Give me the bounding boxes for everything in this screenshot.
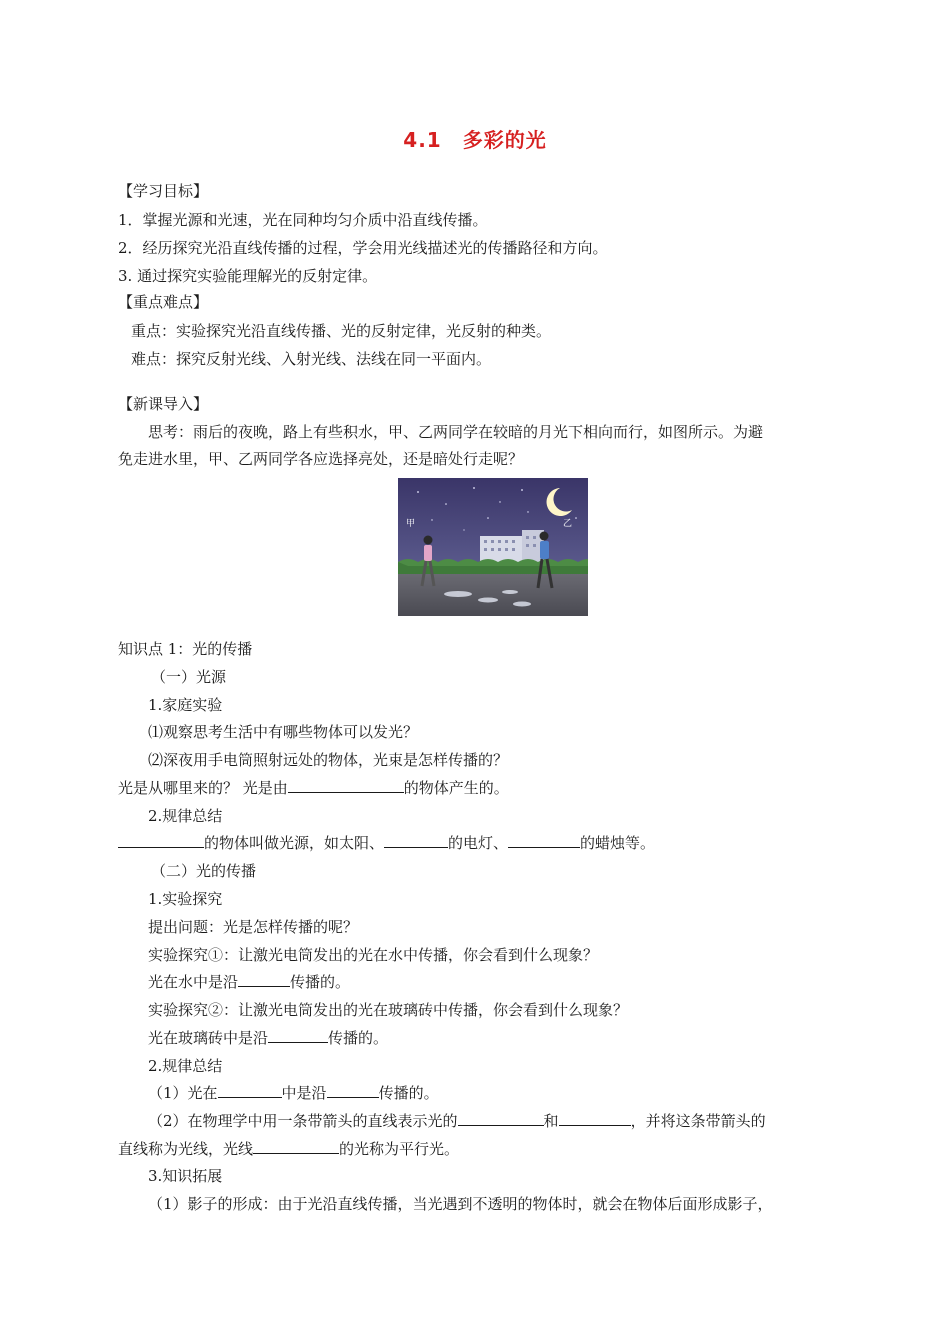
experiment-1: 实验探究①：让激光电筒发出的光在水中传播，你会看到什么现象？ [148, 946, 599, 964]
intro-heading: 【新课导入】 [118, 395, 209, 413]
keypoints-heading: 【重点难点】 [118, 293, 209, 311]
answer-blank[interactable] [288, 778, 404, 793]
rule-summary-1-line [118, 833, 655, 853]
r2-1-text-c: 传播的。 [378, 1084, 439, 1102]
q3-text-a: 光是从哪里来的？ 光是由 [118, 779, 288, 797]
answer-blank[interactable] [268, 1028, 328, 1043]
key-point-text: 重点：实验探究光沿直线传播、光的反射定律，光反射的种类。 [131, 322, 552, 340]
answer-blank[interactable] [327, 1083, 379, 1098]
e1-text-a: 光在水中是沿 [148, 973, 239, 991]
intro-para-line2: 免走进水里，甲、乙两同学各应选择亮处，还是暗处行走呢？ [118, 450, 524, 468]
answer-blank[interactable] [238, 972, 290, 987]
r2-2-text-a: （2）在物理学中用一条带箭头的直线表示光的 [148, 1112, 458, 1130]
e2-text-b: 传播的。 [328, 1029, 389, 1047]
rule-2-item-1 [148, 1083, 439, 1103]
difficult-point-text: 难点：探究反射光线、入射光线、法线在同一平面内。 [131, 350, 492, 368]
rule1-text-c: 的蜡烛等。 [580, 834, 656, 852]
answer-blank[interactable] [253, 1139, 339, 1154]
r2-3-text-b: 的光称为平行光。 [339, 1140, 460, 1158]
q3-text-b: 的物体产生的。 [403, 779, 509, 797]
question-2: ⑵深夜用手电筒照射远处的物体，光束是怎样传播的？ [148, 751, 509, 769]
rule-2-item-2 [148, 1111, 766, 1131]
experiment-label: 1.实验探究 [148, 890, 223, 908]
answer-blank[interactable] [508, 833, 580, 848]
e1-text-b: 传播的。 [290, 973, 351, 991]
question-1: ⑴观察思考生活中有哪些物体可以发光？ [148, 723, 419, 741]
light-source-subheading: （一）光源 [151, 668, 227, 686]
rule-summary-1-label: 2.规律总结 [148, 807, 223, 825]
shadow-formation-text: （1）影子的形成：由于光沿直线传播，当光遇到不透明的物体时，就会在物体后面形成影子， [148, 1195, 773, 1213]
r2-2-text-c: ，并将这条带箭头的 [630, 1112, 766, 1130]
label-jia: 甲 [406, 519, 416, 529]
r2-2-text-b: 和 [543, 1112, 559, 1130]
r2-1-text-a: （1）光在 [148, 1084, 218, 1102]
home-experiment-label: 1.家庭实验 [148, 696, 223, 714]
rule1-text-a: 的物体叫做光源，如太阳、 [204, 834, 385, 852]
goals-heading: 【学习目标】 [118, 182, 209, 200]
section1-heading: 知识点 1：光的传播 [118, 640, 253, 658]
answer-blank[interactable] [384, 833, 448, 848]
goal-item-2: 2．经历探究光沿直线传播的过程，学会用光线描述光的传播路径和方向。 [118, 239, 608, 257]
road [398, 574, 588, 616]
label-yi: 乙 [563, 519, 573, 529]
night-street-illustration [398, 478, 588, 616]
question-3-line [118, 778, 509, 798]
ask-question: 提出问题：光是怎样传播的呢？ [148, 918, 359, 936]
goal-item-1: 1．掌握光源和光速，光在同种均匀介质中沿直线传播。 [118, 211, 488, 229]
rule-2-item-2-cont [118, 1139, 459, 1159]
answer-blank[interactable] [118, 833, 204, 848]
intro-para-line1: 思考：雨后的夜晚，路上有些积水，甲、乙两同学在较暗的月光下相向而行，如图所示。为避 [148, 423, 764, 441]
experiment-2-answer-line [148, 1028, 388, 1048]
goal-item-3: 3. 通过探究实验能理解光的反射定律。 [118, 267, 378, 285]
answer-blank[interactable] [559, 1111, 631, 1126]
e2-text-a: 光在玻璃砖中是沿 [148, 1029, 269, 1047]
experiment-1-answer-line [148, 972, 350, 992]
rule-summary-2-label: 2.规律总结 [148, 1057, 223, 1075]
page-title: 4.1 多彩的光 [403, 128, 547, 152]
answer-blank[interactable] [458, 1111, 544, 1126]
knowledge-extension-label: 3.知识拓展 [148, 1167, 223, 1185]
propagation-subheading: （二）光的传播 [151, 862, 257, 880]
rule1-text-b: 的电灯、 [448, 834, 509, 852]
answer-blank[interactable] [218, 1083, 282, 1098]
r2-3-text-a: 直线称为光线，光线 [118, 1140, 254, 1158]
experiment-2: 实验探究②：让激光电筒发出的光在玻璃砖中传播，你会看到什么现象？ [148, 1001, 629, 1019]
r2-1-text-b: 中是沿 [281, 1084, 327, 1102]
